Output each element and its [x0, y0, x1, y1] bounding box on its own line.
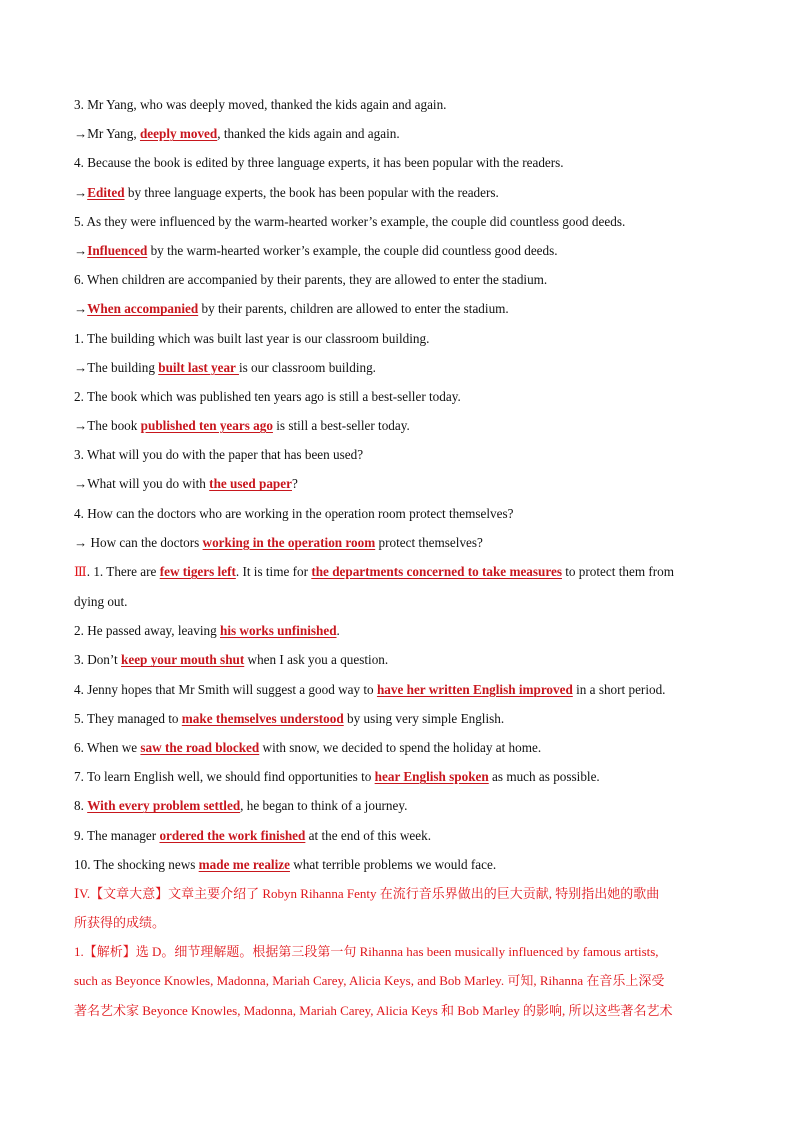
section-3-item-1: Ⅲ. 1. There are few tigers left. It is time for the departments concerned to take measures to protect them from — [74, 564, 675, 579]
answer-text: Edited — [87, 184, 125, 200]
section-3-item: 2. He passed away, leaving his works unfinished. — [74, 623, 340, 639]
answer-line: → How can the doctors working in the operation room protect themselves? — [74, 534, 483, 550]
section-3-item: 4. Jenny hopes that Mr Smith will suggest a good way to have her written English improved in a short period. — [74, 681, 666, 697]
answer-text: hear English spoken — [374, 769, 489, 785]
answer-text: few tigers left — [159, 564, 236, 579]
section-3-item: 5. They managed to make themselves understood by using very simple English. — [74, 710, 505, 726]
question-line: 1. The building which was built last year is our classroom building. — [74, 330, 430, 346]
answer-line: →The building built last year is our classroom building. — [74, 359, 376, 375]
question-line: 4. How can the doctors who are working in the operation room protect themselves? — [74, 505, 514, 521]
section-numeral: Ⅲ — [74, 564, 87, 579]
answer-text: his works unfinished — [220, 623, 337, 639]
answer-text: built last year — [158, 359, 239, 375]
section-3-item-1-continued: dying out. — [74, 594, 128, 609]
question-line: 2. The book which was published ten years ago is still a best-seller today. — [74, 388, 461, 404]
question-line: 5. As they were influenced by the warm-hearted worker’s example, the couple did countless good deeds. — [74, 213, 626, 229]
answer-line: →Influenced by the warm-hearted worker’s example, the couple did countless good deeds. — [74, 242, 558, 258]
passage-summary: ⅠV.【文章大意】文章主要介绍了 Robyn Rihanna Fenty 在流行音乐界做出的巨大贡献, 特别指出她的歌曲 — [74, 885, 660, 901]
section-3-item: 8. With every problem settled, he began to think of a journey. — [74, 798, 408, 814]
answer-line: →The book published ten years ago is still a best-seller today. — [74, 418, 410, 434]
answer-text: published ten years ago — [140, 418, 273, 434]
question-line: 6. When children are accompanied by their parents, they are allowed to enter the stadium. — [74, 272, 548, 288]
question-line: 3. Mr Yang, who was deeply moved, thanked the kids again and again. — [74, 97, 447, 112]
answer-key-content — [74, 95, 730, 1030]
answer-text: saw the road blocked — [140, 739, 260, 755]
answer-line: →Mr Yang, deeply moved, thanked the kids again and again. — [74, 126, 400, 142]
answer-line: →What will you do with the used paper? — [74, 476, 298, 492]
answer-text: working in the operation room — [202, 534, 376, 550]
question-analysis: 1.【解析】选 D。细节理解题。根据第三段第一句 Rihanna has been musically influenced by famous artists, — [74, 944, 659, 960]
section-3-item: 6. When we saw the road blocked with snow, we decided to spend the holiday at home. — [74, 739, 542, 755]
question-analysis-continued: 著名艺术家 Beyonce Knowles, Madonna, Mariah Carey, Alicia Keys 和 Bob Marley 的影响, 所以这些著名艺术 — [74, 1002, 673, 1018]
question-line: 4. Because the book is edited by three language experts, it has been popular with the readers. — [74, 155, 564, 171]
question-line: 3. What will you do with the paper that has been used? — [74, 447, 364, 463]
section-3-item: 3. Don’t keep your mouth shut when I ask you a question. — [74, 652, 389, 668]
answer-text: When accompanied — [87, 301, 199, 317]
answer-line: →Edited by three language experts, the book has been popular with the readers. — [74, 184, 499, 200]
section-3-item: 7. To learn English well, we should find opportunities to hear English spoken as much as possible. — [74, 769, 600, 785]
passage-summary-continued: 所获得的成绩。 — [74, 915, 166, 931]
answer-text: have her written English improved — [376, 681, 573, 697]
answer-text: keep your mouth shut — [121, 652, 245, 668]
answer-text: made me realize — [198, 856, 290, 872]
answer-text: With every problem settled — [87, 798, 241, 814]
answer-text: the used paper — [209, 476, 292, 492]
answer-line: →When accompanied by their parents, children are allowed to enter the stadium. — [74, 301, 509, 317]
section-3-item: 9. The manager ordered the work finished at the end of this week. — [74, 827, 431, 843]
answer-text: the departments concerned to take measures — [311, 564, 562, 579]
question-analysis-continued: such as Beyonce Knowles, Madonna, Mariah Carey, Alicia Keys, and Bob Marley. 可知, Rihanna 在音乐上深受 — [74, 973, 665, 989]
answer-text: ordered the work finished — [159, 827, 306, 843]
answer-text: deeply moved — [139, 126, 218, 142]
section-3-item: 10. The shocking news made me realize what terrible problems we would face. — [74, 856, 497, 872]
answer-text: Influenced — [87, 242, 148, 258]
answer-text: make themselves understood — [181, 710, 344, 726]
